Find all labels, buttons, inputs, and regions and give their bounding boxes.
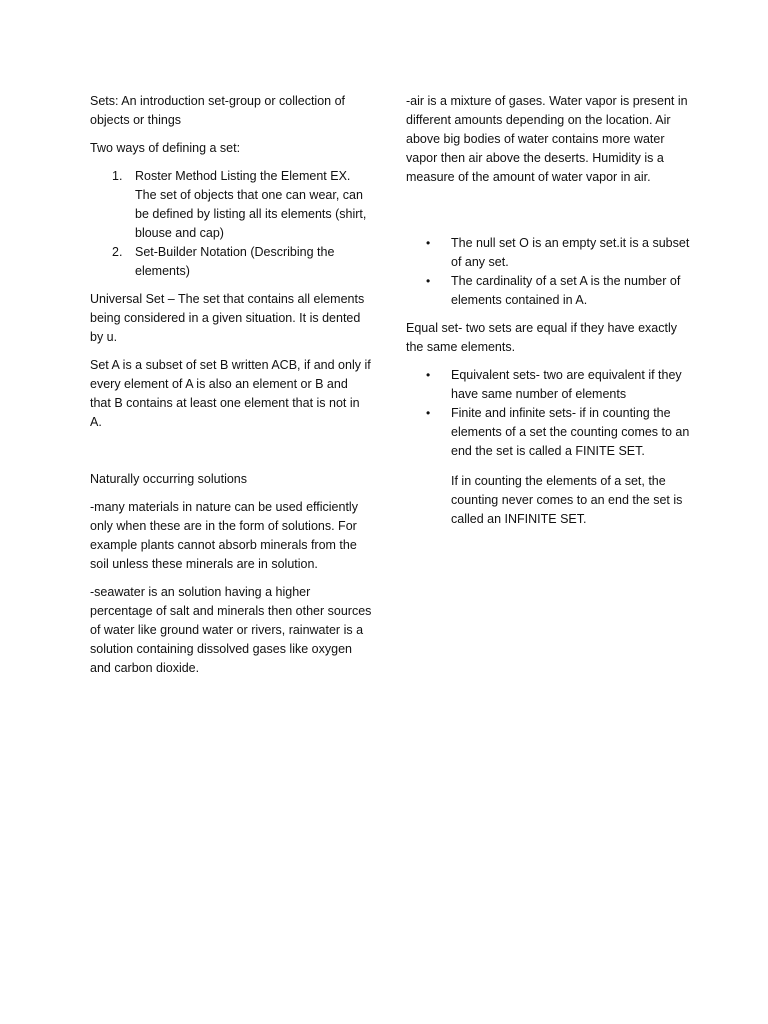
seawater-paragraph: -seawater is an solution having a higher percentage of salt and minerals then other sources of water like ground water or rivers, rainwater is a solution containing dissolved gases like oxygen and carbon dioxide. — [90, 585, 372, 675]
null-set-list — [406, 234, 691, 310]
equal-set-paragraph: Equal set- two sets are equal if they have exactly the same elements. — [406, 321, 677, 354]
list-item — [406, 404, 691, 461]
materials-paragraph: -many materials in nature can be used efficiently only when these are in the form of solutions. For example plants cannot absorb minerals from the soil unless these minerals are in solution. — [90, 500, 358, 571]
list-item-text: The null set O is an empty set.it is a subset of any set. — [451, 236, 690, 269]
methods-list — [90, 167, 372, 281]
two-ways-paragraph: Two ways of defining a set: — [90, 141, 241, 155]
list-item — [90, 243, 372, 281]
left-column — [90, 92, 372, 687]
list-item-text: The cardinality of a set A is the number of elements contained in A. — [451, 274, 681, 307]
bullet-icon: • — [426, 236, 431, 250]
subset-paragraph: Set A is a subset of set B written ACB, if and only if every element of A is also an element or B and that B contains at least one element that is not in A. — [90, 358, 371, 429]
naturally-occurring-heading: Naturally occurring solutions — [90, 472, 248, 486]
list-item-text: Equivalent sets- two are equivalent if they have same number of elements — [451, 368, 682, 401]
list-item — [406, 234, 691, 272]
universal-set-paragraph: Universal Set – The set that contains all elements being considered in a given situation. It is dented by u. — [90, 292, 365, 344]
infinite-set-paragraph: If in counting the elements of a set, the counting never comes to an end the set is called an INFINITE SET. — [451, 474, 683, 526]
spacer — [90, 441, 372, 470]
bullet-icon: • — [426, 274, 431, 288]
right-column — [406, 92, 691, 538]
equivalent-sets-list — [406, 366, 691, 461]
list-number: 2. — [112, 245, 123, 259]
list-number: 1. — [112, 169, 123, 183]
list-item — [406, 272, 691, 310]
air-paragraph: -air is a mixture of gases. Water vapor is present in different amounts depending on the location. Air above big bodies of water contains more water vapor then air above the deserts. Humidity is a measure of the amount of water vapor in air. — [406, 94, 688, 184]
list-item — [406, 366, 691, 404]
bullet-icon: • — [426, 406, 431, 420]
intro-paragraph: Sets: An introduction set-group or collection of objects or things — [90, 94, 346, 127]
spacer — [406, 196, 691, 234]
bullet-icon: • — [426, 368, 431, 382]
list-item-text: Roster Method Listing the Element EX. The set of objects that one can wear, can be defined by listing all its elements (shirt, blouse and cap) — [135, 169, 367, 240]
list-item — [90, 167, 372, 243]
list-item-text: Finite and infinite sets- if in counting the elements of a set the counting comes to an end the set is called a FINITE SET. — [451, 406, 690, 458]
list-item-text: Set-Builder Notation (Describing the elements) — [135, 245, 335, 278]
